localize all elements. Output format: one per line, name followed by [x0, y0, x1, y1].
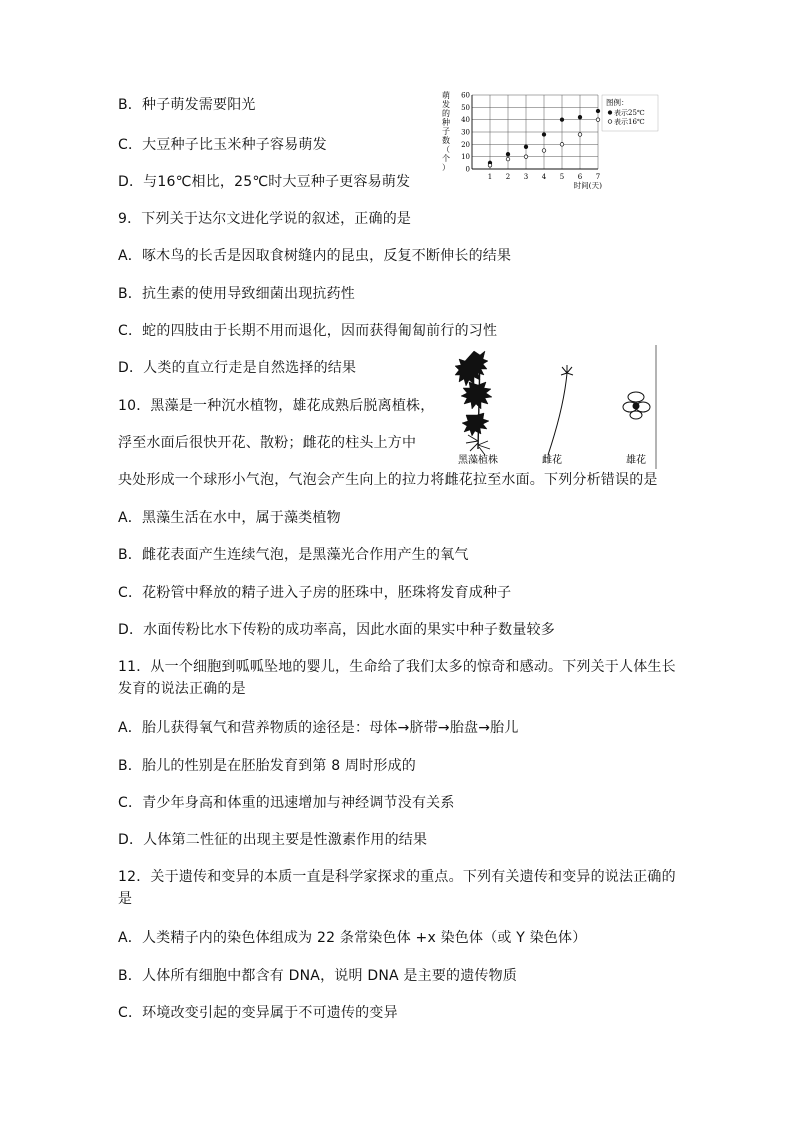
data-point	[596, 109, 600, 113]
x-tick-label: 1	[487, 173, 493, 181]
option-11b: B．胎儿的性别是在胚胎发育到第 8 周时形成的	[118, 758, 417, 774]
data-point	[524, 155, 528, 159]
data-point	[578, 115, 582, 119]
chart-grid	[472, 95, 598, 169]
legend-title: 图例：	[606, 98, 629, 107]
option-9d: D．人类的直立行走是自然选择的结果	[118, 360, 357, 376]
label-male-flower: 雄花	[626, 455, 646, 466]
ylabel-char: 子	[442, 127, 450, 136]
y-tick-label: 0	[465, 165, 470, 174]
female-flower-drawing	[548, 365, 573, 455]
ylabel-char: 的	[442, 109, 450, 118]
data-point	[488, 164, 492, 168]
x-tick-label: 4	[541, 173, 547, 181]
x-tick-label: 6	[577, 173, 583, 181]
option-9a: A．啄木鸟的长舌是因取食树缝内的昆虫，反复不断伸长的结果	[118, 248, 512, 264]
data-point	[560, 143, 564, 147]
option-12a: A．人类精子内的染色体组成为 22 条常染色体 +x 染色体（或 Y 染色体）	[118, 930, 587, 946]
ylabel-char: 数	[442, 136, 450, 145]
data-point	[578, 133, 582, 137]
legend-marker	[608, 111, 612, 115]
ylabel-char: 萌	[442, 91, 450, 100]
chart-legend	[602, 95, 658, 131]
y-tick-label: 10	[461, 153, 470, 162]
x-axis-label: 时间(天)	[573, 181, 602, 190]
question-9: 9．下列关于达尔文进化学说的叙述，正确的是	[118, 211, 412, 227]
label-female-flower: 雌花	[542, 455, 562, 466]
question-11: 11．从一个细胞到呱呱坠地的婴儿，生命给了我们太多的惊奇和感动。下列关于人体生长发育的说法正确的是	[118, 659, 676, 697]
hydrilla-figure	[448, 345, 658, 469]
hydrilla-plant-drawing	[455, 351, 492, 455]
option-11c: C．青少年身高和体重的迅速增加与神经调节没有关系	[118, 795, 455, 811]
y-tick-label: 50	[461, 103, 470, 112]
ylabel-char: 个	[442, 154, 450, 163]
option-9b: B．抗生素的使用导致细菌出现抗药性	[118, 286, 356, 302]
label-plant: 黑藻植株	[458, 455, 498, 466]
option-10c: C．花粉管中释放的精子进入子房的胚珠中，胚珠将发育成种子	[118, 585, 512, 601]
data-point	[560, 118, 564, 122]
ylabel-char: 发	[442, 100, 450, 109]
ylabel-char: ）	[442, 163, 450, 172]
chart-ylabel	[442, 90, 450, 172]
option-9c: C．蛇的四肢由于长期不用而退化，因而获得匍匐前行的习性	[118, 323, 498, 339]
option-10b: B．雌花表面产生连续气泡，是黑藻光合作用产生的氧气	[118, 547, 469, 563]
option-12b: B．人体所有细胞中都含有 DNA，说明 DNA 是主要的遗传物质	[118, 968, 518, 984]
option-10a: A．黑藻生活在水中，属于藻类植物	[118, 510, 341, 526]
x-tick-label: 2	[505, 173, 511, 181]
data-point	[542, 133, 546, 137]
data-point	[506, 152, 510, 156]
question-10-line3: 央处形成一个球形小气泡，气泡会产生向上的拉力将雌花拉至水面。下列分析错误的是	[118, 472, 658, 488]
data-point	[524, 145, 528, 149]
ylabel-char: （	[442, 145, 450, 154]
option-11a: A．胎儿获得氧气和营养物质的途径是：母体→脐带→胎盘→胎儿	[118, 720, 519, 736]
male-flower-drawing	[623, 392, 650, 419]
data-point	[596, 118, 600, 122]
option-8b: B．种子萌发需要阳光	[118, 97, 256, 113]
legend-entry: 表示25℃	[614, 109, 645, 117]
ylabel-char: 种	[442, 118, 450, 127]
legend-marker	[608, 120, 612, 124]
question-10-line2: 浮至水面后很快开花、散粉；雌花的柱头上方中	[118, 435, 417, 451]
legend-entry: 表示16℃	[614, 118, 645, 126]
y-tick-label: 30	[461, 128, 470, 137]
y-tick-label: 20	[461, 140, 470, 149]
germination-chart	[440, 89, 660, 193]
x-tick-label: 5	[559, 173, 565, 181]
data-point	[542, 149, 546, 153]
option-11d: D．人体第二性征的出现主要是性激素作用的结果	[118, 832, 428, 848]
option-10d: D．水面传粉比水下传粉的成功率高，因此水面的果实中种子数量较多	[118, 622, 555, 638]
chart-ticks	[461, 92, 602, 191]
x-tick-label: 3	[523, 173, 529, 181]
data-point	[506, 157, 510, 161]
question-10-line1: 10．黑藻是一种沉水植物，雄花成熟后脱离植株，	[118, 398, 435, 414]
question-12: 12．关于遗传和变异的本质一直是科学家探求的重点。下列有关遗传和变异的说法正确的是	[118, 869, 676, 907]
option-8c: C．大豆种子比玉米种子容易萌发	[118, 137, 327, 153]
x-tick-label: 7	[595, 173, 601, 181]
option-8d: D．与16℃相比，25℃时大豆种子更容易萌发	[118, 174, 411, 190]
y-tick-label: 40	[461, 116, 470, 125]
option-12c: C．环境改变引起的变异属于不可遗传的变异	[118, 1005, 398, 1021]
y-tick-label: 60	[461, 91, 470, 100]
